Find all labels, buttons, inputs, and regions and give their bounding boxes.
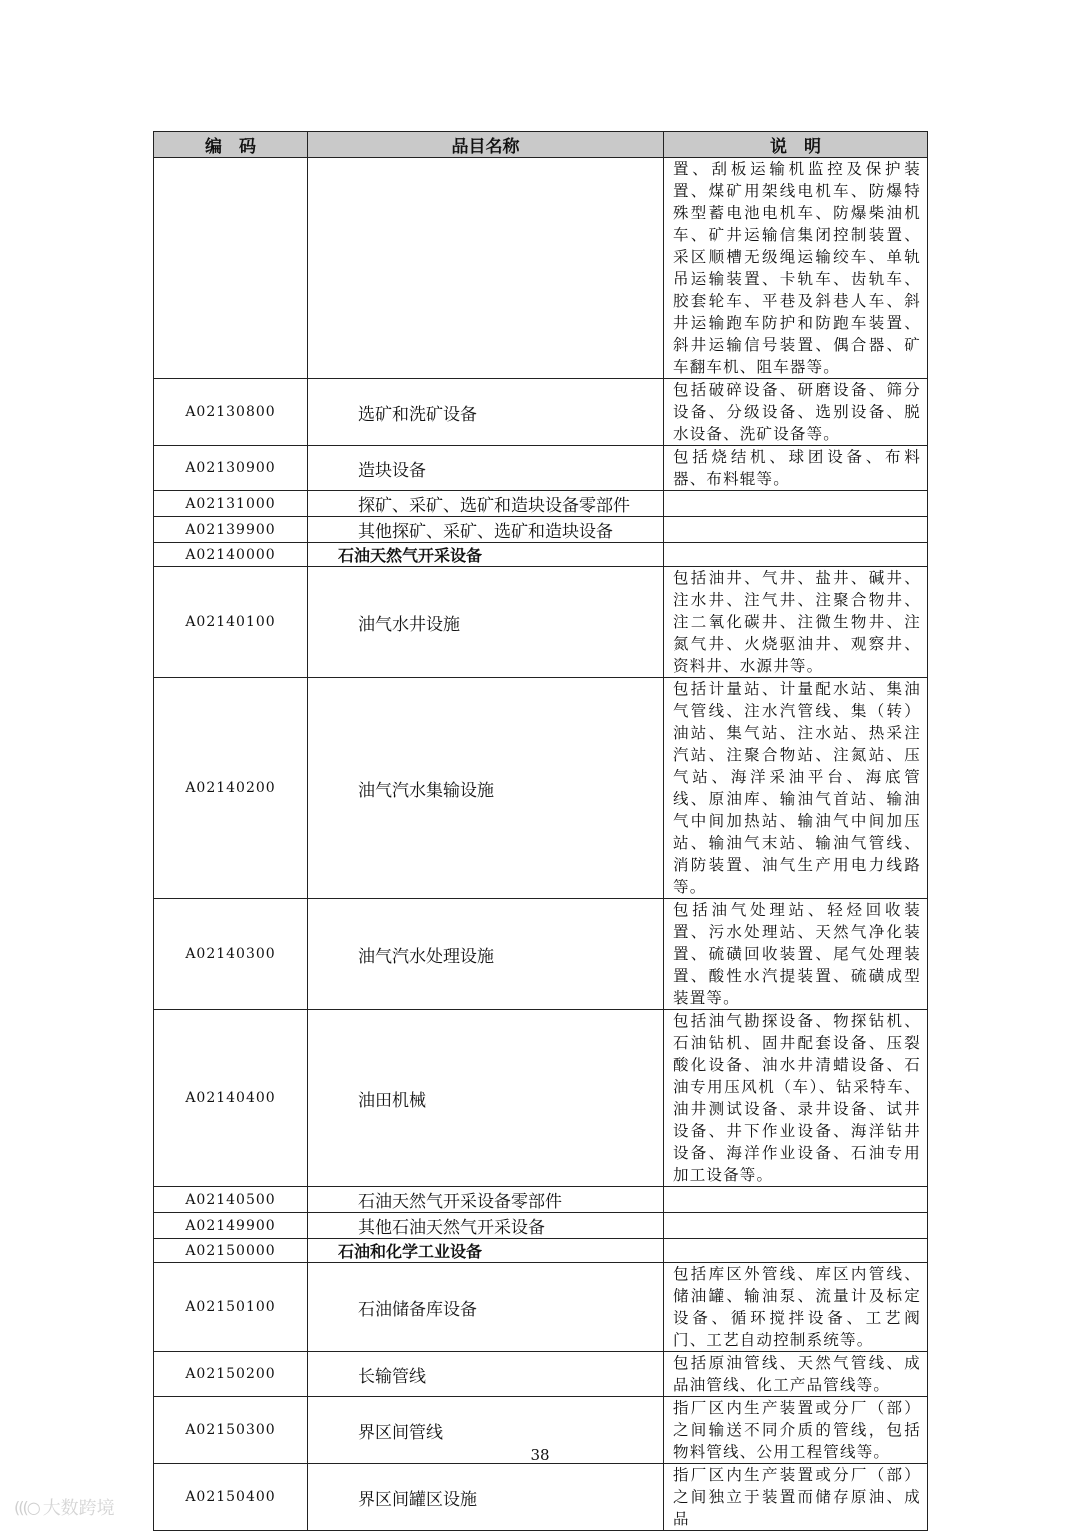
table-row — [154, 1263, 928, 1352]
code-cell: A02139900 — [154, 517, 308, 543]
table-row — [154, 158, 928, 379]
table-row — [154, 567, 928, 678]
code-cell: A02150100 — [154, 1263, 308, 1352]
code-cell: A02140400 — [154, 1010, 308, 1187]
item-name-cell: 油气水井设施 — [308, 567, 664, 678]
table-row — [154, 491, 928, 517]
code-cell: A02140300 — [154, 899, 308, 1010]
item-name-cell — [308, 158, 664, 379]
item-name-cell: 长输管线 — [308, 1352, 664, 1397]
watermark — [14, 1494, 115, 1520]
item-name-cell: 界区间管线 — [308, 1397, 664, 1464]
item-name-cell: 选矿和洗矿设备 — [308, 379, 664, 446]
category-name-cell: 石油和化学工业设备 — [308, 1239, 664, 1263]
item-name-cell: 其他探矿、采矿、选矿和造块设备 — [308, 517, 664, 543]
code-cell: A02140500 — [154, 1187, 308, 1213]
table-header-row — [154, 132, 928, 158]
category-row — [154, 543, 928, 567]
description-cell: 包括油气勘探设备、物探钻机、石油钻机、固井配套设备、压裂酸化设备、油水井清蜡设备、石油专用压风机（车）、钻采特车、油井测试设备、录井设备、试井设备、井下作业设备、海洋钻井设备、海洋作业设备、石油专用加工设备等。 — [664, 1010, 928, 1187]
description-cell: 指厂区内生产装置或分厂（部）之间输送不同介质的管线，包括物料管线、公用工程管线等。 — [664, 1397, 928, 1464]
description-cell: 包括原油管线、天然气管线、成品油管线、化工产品管线等。 — [664, 1352, 928, 1397]
description-cell: 置、刮板运输机监控及保护装置、煤矿用架线电机车、防爆特殊型蓄电池电机车、防爆柴油机车、矿井运输信集闭控制装置、采区顺槽无级绳运输绞车、单轨吊运输装置、卡轨车、齿轨车、胶套轮车、平巷及斜巷人车、斜井运输跑车防护和防跑车装置、斜井运输信号装置、偶合器、矿车翻车机、阻车器等。 — [664, 158, 928, 379]
table-row — [154, 1213, 928, 1239]
description-cell: 包括油井、气井、盐井、碱井、注水井、注气井、注聚合物井、注二氧化碳井、注微生物井、注氮气井、火烧驱油井、观察井、资料井、水源井等。 — [664, 567, 928, 678]
item-name-cell: 造块设备 — [308, 446, 664, 491]
code-cell: A02150400 — [154, 1464, 308, 1531]
code-cell: A02150300 — [154, 1397, 308, 1464]
code-cell: A02150200 — [154, 1352, 308, 1397]
table-row — [154, 1187, 928, 1213]
description-cell — [664, 1213, 928, 1239]
code-cell: A02130800 — [154, 379, 308, 446]
code-cell — [154, 158, 308, 379]
table-body — [154, 158, 928, 1531]
code-cell: A02149900 — [154, 1213, 308, 1239]
code-cell: A02140000 — [154, 543, 308, 567]
category-name-cell: 石油天然气开采设备 — [308, 543, 664, 567]
watermark-logo-icon: (((○ — [14, 1497, 39, 1517]
item-name-cell: 石油储备库设备 — [308, 1263, 664, 1352]
header-code: 编 码 — [154, 132, 308, 158]
watermark-text: 大数跨境 — [42, 1498, 115, 1519]
code-cell: A02140200 — [154, 678, 308, 899]
code-cell: A02130900 — [154, 446, 308, 491]
table-row — [154, 1010, 928, 1187]
category-row — [154, 1239, 928, 1263]
description-cell — [664, 1187, 928, 1213]
description-cell — [664, 1239, 928, 1263]
table-row — [154, 1352, 928, 1397]
item-name-cell: 油田机械 — [308, 1010, 664, 1187]
header-description: 说 明 — [664, 132, 928, 158]
description-cell: 包括油气处理站、轻烃回收装置、污水处理站、天然气净化装置、硫磺回收装置、尾气处理装置、酸性水汽提装置、硫磺成型装置等。 — [664, 899, 928, 1010]
description-cell: 包括库区外管线、库区内管线、储油罐、输油泵、流量计及标定设备、循环搅拌设备、工艺阀门、工艺自动控制系统等。 — [664, 1263, 928, 1352]
catalog-table — [153, 131, 928, 1531]
table-row — [154, 1464, 928, 1531]
code-cell: A02150000 — [154, 1239, 308, 1263]
page-number: 38 — [530, 1446, 550, 1464]
item-name-cell: 界区间罐区设施 — [308, 1464, 664, 1531]
table-row — [154, 678, 928, 899]
table-row — [154, 379, 928, 446]
description-cell — [664, 543, 928, 567]
item-name-cell: 油气汽水处理设施 — [308, 899, 664, 1010]
table-row — [154, 446, 928, 491]
description-cell: 包括破碎设备、研磨设备、筛分设备、分级设备、选别设备、脱水设备、洗矿设备等。 — [664, 379, 928, 446]
description-cell — [664, 517, 928, 543]
description-cell: 包括烧结机、球团设备、布料器、布料辊等。 — [664, 446, 928, 491]
description-cell — [664, 491, 928, 517]
code-cell: A02131000 — [154, 491, 308, 517]
table-row — [154, 899, 928, 1010]
item-name-cell: 油气汽水集输设施 — [308, 678, 664, 899]
description-cell: 指厂区内生产装置或分厂（部）之间独立于装置而储存原油、成品 — [664, 1464, 928, 1531]
code-cell: A02140100 — [154, 567, 308, 678]
table-row — [154, 517, 928, 543]
item-name-cell: 探矿、采矿、选矿和造块设备零部件 — [308, 491, 664, 517]
header-item-name: 品目名称 — [308, 132, 664, 158]
item-name-cell: 石油天然气开采设备零部件 — [308, 1187, 664, 1213]
description-cell: 包括计量站、计量配水站、集油气管线、注水汽管线、集（转）油站、集气站、注水站、热采注汽站、注聚合物站、注氮站、压气站、海洋采油平台、海底管线、原油库、输油气首站、输油气中间加热站、输油气中间加压站、输油气末站、输油气管线、消防装置、油气生产用电力线路等。 — [664, 678, 928, 899]
item-name-cell: 其他石油天然气开采设备 — [308, 1213, 664, 1239]
